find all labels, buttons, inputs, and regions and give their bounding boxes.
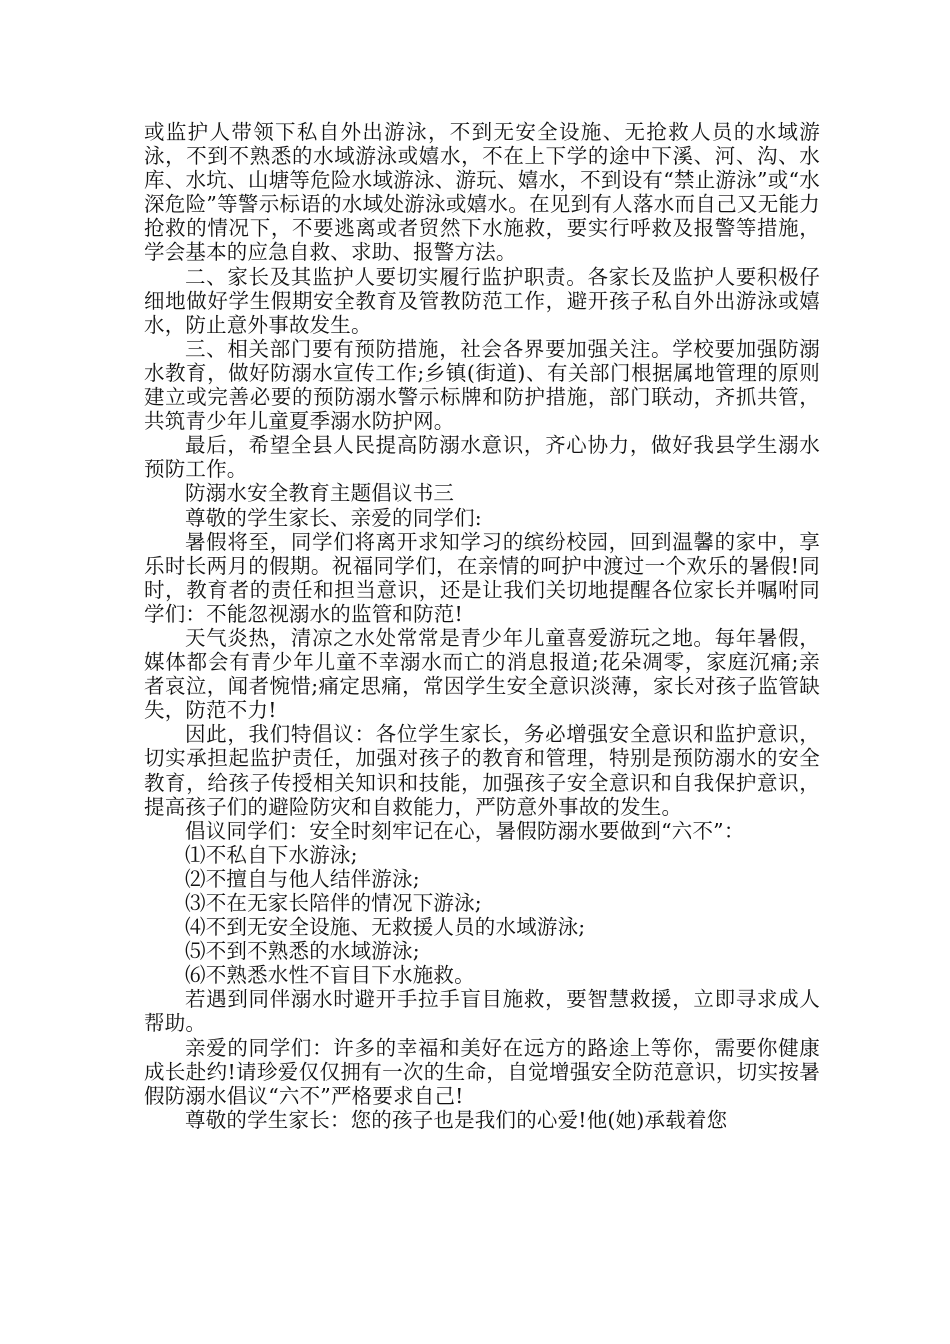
paragraph-dear-students: 亲爱的同学们：许多的幸福和美好在远方的路途上等你，需要你健康成长赴约!请珍爱仅仅拥有一次的生命，自觉增强安全防范意识，切实按暑假防溺水倡议“六不”严格要求自己! <box>144 1035 820 1108</box>
paragraph-weather: 天气炎热，清凉之水处常常是青少年儿童喜爱游玩之地。每年暑假，媒体都会有青少年儿童不幸溺水而亡的消息报道;花朵凋零，家庭沉痛;亲者哀泣，闻者惋惜;痛定思痛，常因学生安全意识淡薄，家长对孩子监管缺失，防范不力! <box>144 625 820 723</box>
section-title: 防溺水安全教育主题倡议书三 <box>185 481 455 506</box>
list-item: ⑴不私自下水游泳; <box>185 842 358 867</box>
list-item: ⑸不到不熟悉的水域游泳; <box>185 939 420 964</box>
paragraph-rescue: 若遇到同伴溺水时避开手拉手盲目施救，要智慧救援，立即寻求成人帮助。 <box>144 987 820 1036</box>
paragraph-departments: 三、相关部门要有预防措施，社会各界要加强关注。学校要加强防溺水教育，做好防溺水宣传工作;乡镇(街道)、有关部门根据属地管理的原则建立或完善必要的预防溺水警示标牌和防护措施，部门联动，齐抓共管，共筑青少年儿童夏季溺水防护网。 <box>144 336 820 434</box>
salutation: 尊敬的学生家长、亲爱的同学们: <box>185 505 482 530</box>
paragraph-summer-intro: 暑假将至，同学们将离开求知学习的缤纷校园，回到温馨的家中，享乐时长两月的假期。祝福同学们，在亲情的呵护中渡过一个欢乐的暑假!同时，教育者的责任和担当意识，还是让我们关切地提醒各位家长并嘱咐同学们：不能忽视溺水的监管和防范! <box>144 529 820 626</box>
paragraph-closing: 最后，希望全县人民提高防溺水意识，齐心协力，做好我县学生溺水预防工作。 <box>144 433 820 482</box>
document-page <box>144 120 820 1132</box>
paragraph-guardian-duty: 二、家长及其监护人要切实履行监护职责。各家长及监护人要积极仔细地做好学生假期安全教育及管教防范工作，避开孩子私自外出游泳或嬉水，防止意外事故发生。 <box>144 264 820 337</box>
list-item: ⑹不熟悉水性不盲目下水施救。 <box>185 963 475 988</box>
paragraph-parents-proposal: 因此，我们特倡议：各位学生家长，务必增强安全意识和监护意识，切实承担起监护责任，加强对孩子的教育和管理，特别是预防溺水的安全教育，给孩子传授相关知识和技能，加强孩子安全意识和自我保护意识，提高孩子们的避险防灾和自救能力，严防意外事故的发生。 <box>144 722 820 819</box>
paragraph-dear-parents: 尊敬的学生家长：您的孩子也是我们的心爱!他(她)承载着您 <box>185 1107 728 1132</box>
paragraph-students-proposal: 倡议同学们：安全时刻牢记在心，暑假防溺水要做到“六不”： <box>185 818 745 843</box>
list-item: ⑵不擅自与他人结伴游泳; <box>185 866 420 891</box>
list-item: ⑶不在无家长陪伴的情况下游泳; <box>185 891 482 915</box>
paragraph-continuation: 或监护人带领下私自外出游泳，不到无安全设施、无抢救人员的水域游泳，不到不熟悉的水域游泳或嬉水，不在上下学的途中下溪、河、沟、水库、水坑、山塘等危险水域游泳、游玩、嬉水，不到设有“禁止游泳”或“水深危险”等警示标语的水域处游泳或嬉水。在见到有人落水而自己又无能力抢救的情况下，不要逃离或者贸然下水施救，要实行呼救及报警等措施，学会基本的应急自救、求助、报警方法。 <box>144 120 820 265</box>
list-item: ⑷不到无安全设施、无救援人员的水域游泳; <box>185 915 586 940</box>
